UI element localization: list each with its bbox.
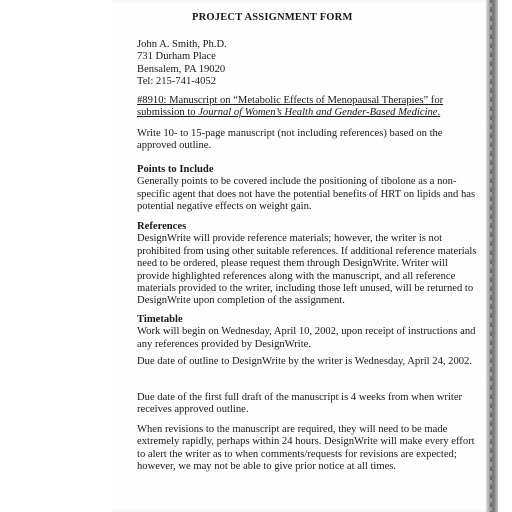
timetable-para-3: Due date of the first full draft of the manuscript is 4 weeks from when writer receives approved outline. <box>137 392 463 416</box>
intro-paragraph <box>137 128 477 153</box>
references-heading: References <box>137 221 187 232</box>
timetable-para-2: Due date of outline to DesignWrite by the writer is Wednesday, April 24, 2002. <box>137 356 472 367</box>
points-section <box>137 164 477 214</box>
author-name: John A. Smith, Ph.D. <box>137 39 227 50</box>
scan-margin <box>0 0 112 512</box>
references-section <box>137 221 477 308</box>
timetable-para-3-block <box>137 392 477 417</box>
assignment-suffix: . <box>437 107 441 119</box>
page-title: PROJECT ASSIGNMENT FORM <box>192 12 353 23</box>
references-body: DesignWrite will provide reference materials; however, the writer is not prohibited from using other suitable references. If additional reference materials need to be ordered, please request them through DesignWrite. Writer will provide highlighted references along with the manuscript, and all reference materials provided to the writer, including those left unused, will be returned to DesignWrite upon completion of the assignment. <box>137 233 477 307</box>
timetable-heading: Timetable <box>137 314 183 325</box>
address-tel: Tel: 215-741-4052 <box>137 76 216 88</box>
timetable-para-2-block <box>137 356 477 368</box>
intro-text: Write 10- to 15-page manuscript (not including references) based on the approved outline. <box>137 128 443 152</box>
timetable-section <box>137 314 477 351</box>
address-block <box>137 39 227 89</box>
timetable-para-4: When revisions to the manuscript are required, they will need to be made extremely rapidly, perhaps within 24 hours. DesignWrite will make every effort to alert the writer as to when comments/requests for revisions are expected; however, we may not be able to give prior notice at all times. <box>137 424 475 473</box>
points-body: Generally points to be covered include the positioning of tibolone as a non-specific agent that does not have the potential benefits of HRT on lipids and has potential negative effects on weight gain. <box>137 176 476 213</box>
points-heading: Points to Include <box>137 164 214 175</box>
timetable-para-4-block <box>137 424 477 474</box>
journal-name: Journal of Women’s Health and Gender-Based Medicine <box>198 107 438 119</box>
assignment-line <box>137 95 482 120</box>
scan-page-edge <box>486 0 498 512</box>
address-street: 731 Durham Place <box>137 51 216 63</box>
document-page <box>112 0 492 512</box>
address-city: Bensalem, PA 19020 <box>137 63 226 75</box>
assignment-prefix: #8910: Manuscript on “Metabolic Effects of Menopausal Therapies” for submission to <box>137 95 444 119</box>
timetable-para-1: Work will begin on Wednesday, April 10, 2002, upon receipt of instructions and any references provided by DesignWrite. <box>137 326 476 350</box>
